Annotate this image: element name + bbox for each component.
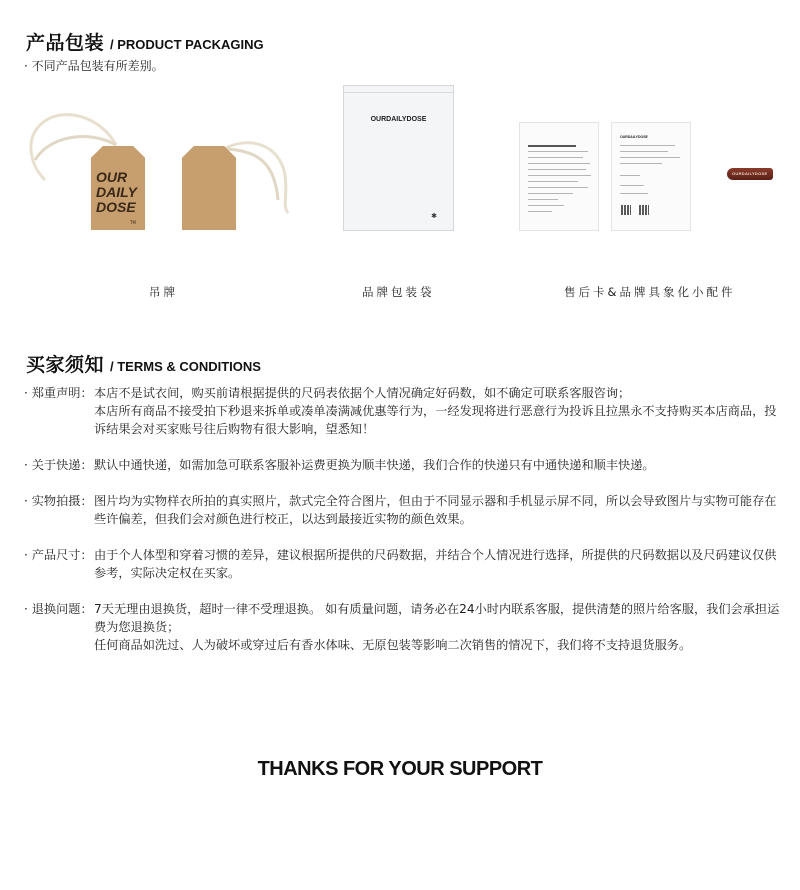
caption-cards-accessories: 售后卡&品牌具象化小配件 xyxy=(564,285,736,299)
term-sizing: · 产品尺寸： 由于个人体型和穿着习惯的差异，建议根据所提供的尺码数据，并结合个人情况进行选择，所提供的尺码数据以及尺码建议仅供参考，实际决定权在买家。 xyxy=(24,548,777,580)
tag-front-text: OUR DAILY DOSE xyxy=(96,169,137,215)
packaging-title-cn: 产品包装 xyxy=(26,32,105,54)
packaging-title-en: / PRODUCT PACKAGING xyxy=(110,37,264,52)
bag-seal-icon: ✱ xyxy=(431,212,437,220)
caption-hang-tag: 吊牌 xyxy=(149,285,178,299)
qr-code-icon xyxy=(639,205,649,215)
packaging-heading xyxy=(26,28,264,55)
after-sale-card-back xyxy=(611,122,691,231)
thanks-footer: THANKS FOR YOUR SUPPORT xyxy=(257,758,543,780)
terms-heading xyxy=(26,350,261,377)
terms-title-cn: 买家须知 xyxy=(26,354,105,376)
brand-bag-image xyxy=(343,85,454,231)
term-shipping: · 关于快递： 默认中通快递，如需加急可联系客服补运费更换为顺丰快递，我们合作的快递只有中通快递和顺丰快递。 xyxy=(24,458,655,472)
bag-logo: OURDAILYDOSE xyxy=(370,116,427,123)
term-declaration: · 郑重声明： 本店不是试衣间，购买前请根据提供的尺码表依据个人情况确定好码数，如不确定可联系客服咨询； 本店所有商品不接受拍下秒退来拆单或凑单凑满减优惠等行为，一经发现将进行恶意行为投诉且拉黑永不支持购买本店商品，投诉结果会对买家账号往后购物有很大影响，望悉知！ xyxy=(24,386,777,436)
term-photos: · 实物拍摄： 图片均为实物样衣所拍的真实照片，款式完全符合图片，但由于不同显示器和手机显示屏不同，所以会导致图片与实物可能存在些许偏差，但我们会对颜色进行校正，以达到最接近实物的颜色效果。 xyxy=(24,494,777,526)
qr-code-icon xyxy=(621,205,631,215)
tag-string-icon xyxy=(20,105,310,235)
terms-title-en: / TERMS & CONDITIONS xyxy=(110,359,261,374)
term-returns: · 退换问题： 7天无理由退换货，超时一律不受理退换。 如有质量问题，请务必在24小时内联系客服，提供清楚的照片给客服，我们会承担运费为您退换货； 任何商品如洗过、人为破坏或穿过后有香水体味、无原包装等影响二次销售的情况下，我们将不支持退货服务。 xyxy=(24,602,780,652)
packaging-note: · 不同产品包装有所差别。 xyxy=(24,59,164,73)
caption-brand-bag: 品牌包装袋 xyxy=(362,285,435,299)
card-logo: OURDAILYDOSE xyxy=(620,135,648,139)
brand-accessory-image: OURDAILYDOSE xyxy=(727,168,773,180)
after-sale-card-front xyxy=(519,122,599,231)
